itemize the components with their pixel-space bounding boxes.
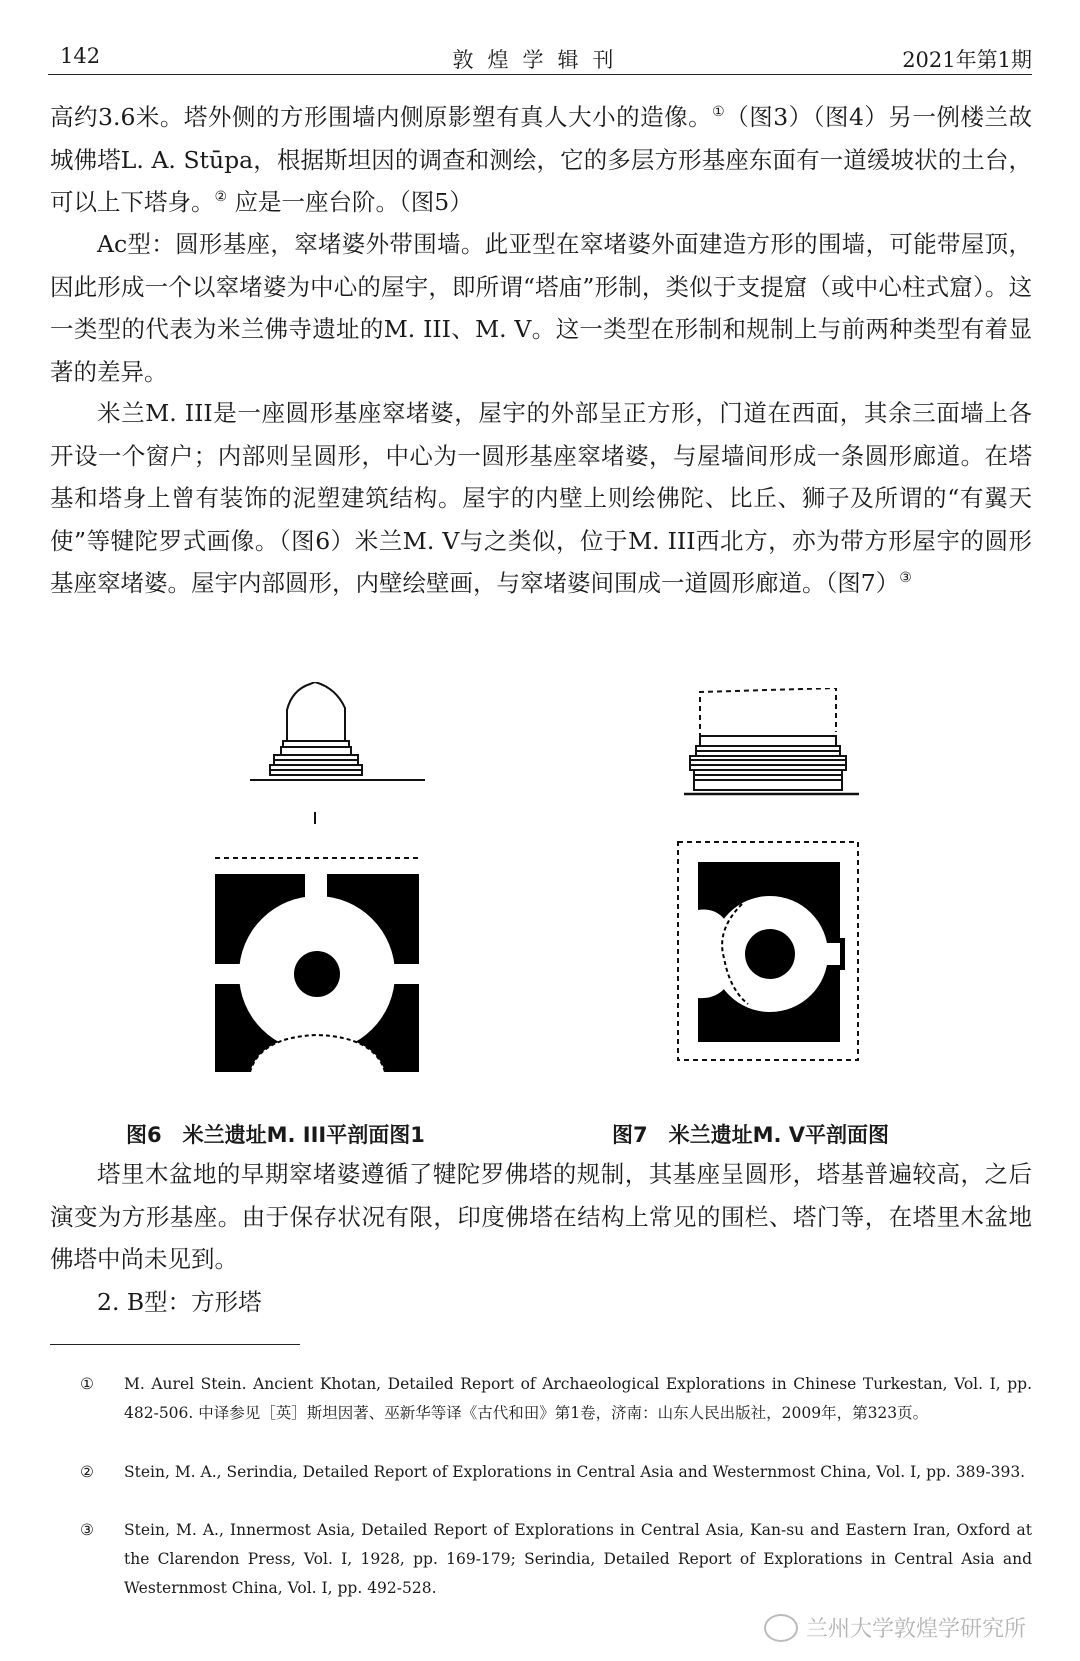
paragraph-1: 高约3.6米。塔外侧的方形围墙内侧原影塑有真人大小的造像。①（图3）（图4）另一例楼兰故城佛塔L. A. Stūpa，根据斯坦因的调查和测绘，它的多层方形基座东面有一道缓坡状的土台，可以上下塔身。② 应是一座台阶。（图5） <box>50 103 1032 216</box>
wechat-icon <box>764 1614 798 1642</box>
fig7-elevation <box>684 688 859 796</box>
running-header <box>48 44 1032 75</box>
watermark <box>764 1612 1026 1643</box>
paragraph-4: 塔里木盆地的早期窣堵婆遵循了犍陀罗佛塔的规制，其基座呈圆形，塔基普遍较高，之后演变为方形基座。由于保存状况有限，印度佛塔在结构上常见的围栏、塔门等，在塔里木盆地佛塔中尚未见到。 <box>50 1160 1032 1273</box>
section-heading: 2. B型：方形塔 <box>97 1288 262 1316</box>
footnote-ref-2[interactable]: ② <box>214 189 228 206</box>
footnote-ref-3[interactable]: ③ <box>899 570 912 587</box>
footnote-ref-1[interactable]: ① <box>712 104 726 121</box>
fig7-caption: 图7 米兰遗址M. V平剖面图 <box>612 1123 890 1147</box>
page-number: 142 <box>60 44 101 68</box>
paragraph-2: Ac型：圆形基座，窣堵婆外带围墙。此亚型在窣堵婆外面建造方形的围墙，可能带屋顶，因此形成一个以窣堵婆为中心的屋宇，即所谓“塔庙”形制，类似于支提窟（或中心柱式窟）。这一类型的代表为米兰佛寺遗址的M. III、M. V。这一类型在形制和规制上与前两种类型有着显著的差异。 <box>50 230 1032 386</box>
footnote-2: ② Stein, M. A., Serindia, Detailed Report of Explorations in Central Asia and Westernmost China, Vol. I, pp. 389-393. <box>80 1463 1026 1481</box>
fig6-caption: 图6 米兰遗址M. III平剖面图1 <box>126 1123 425 1147</box>
footnote-1: ① M. Aurel Stein. Ancient Khotan, Detailed Report of Archaeological Explorations in Chinese Turkestan, Vol. I, pp. 482-506. 中译参见［英］斯坦因著、巫新华等译《古代和田》第1卷，济南：山东人民出版社，2009年，第323页。 <box>80 1375 1032 1422</box>
issue-label: 2021年第1期 <box>902 48 1032 72</box>
watermark-text: 兰州大学敦煌学研究所 <box>805 1617 1026 1642</box>
paragraph-3: 米兰M. III是一座圆形基座窣堵婆，屋宇的外部呈正方形，门道在西面，其余三面墙上各开设一个窗户；内部则呈圆形，中心为一圆形基座窣堵婆，与屋墙间形成一条圆形廊道。在塔基和塔身上曾有装饰的泥塑建筑结构。屋宇的内壁上则绘佛陀、比丘、狮子及所谓的“有翼天使”等犍陀罗式画像。（图6）米兰M. V与之类似，位于M. III西北方，亦为带方形屋宇的圆形基座窣堵婆。屋宇内部圆形，内壁绘壁画，与窣堵婆间围成一道圆形廊道。（图7）③ <box>50 399 1032 597</box>
footnote-divider <box>50 1344 300 1345</box>
fig6-elevation <box>250 682 425 784</box>
fig6-plan <box>215 812 419 1072</box>
footnote-3: ③ Stein, M. A., Innermost Asia, Detailed Report of Explorations in Central Asia, Kan-su and Eastern Iran, Oxford at the Clarendon Press, Vol. I, 1928, pp. 169-179; Serindia, Detailed Report of Explorations in Central Asia and Westernmost China, Vol. I, pp. 492-528. <box>80 1521 1032 1597</box>
fig7-plan <box>676 840 860 1062</box>
journal-title: 敦煌学辑刊 <box>452 48 628 72</box>
